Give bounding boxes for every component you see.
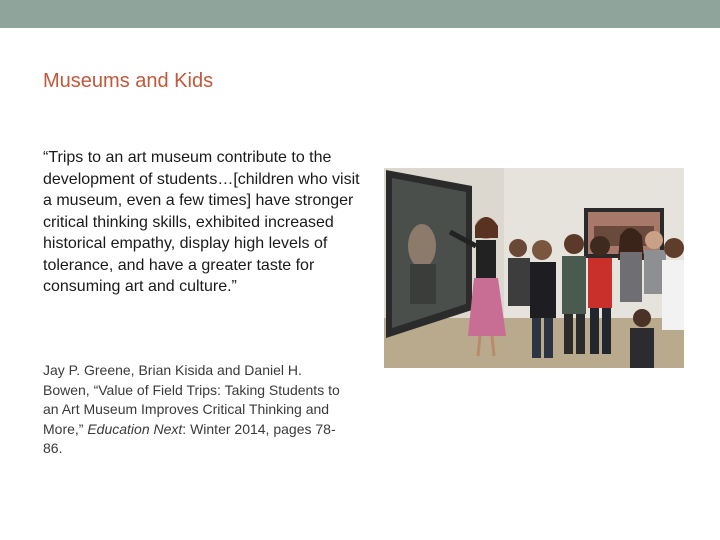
top-accent-bar	[0, 0, 720, 28]
slide-title: Museums and Kids	[43, 70, 214, 92]
citation	[43, 361, 348, 459]
citation-details: : Winter 2014, pages 78-86.	[43, 420, 336, 457]
citation-authors: Jay P. Greene, Brian Kisida and Daniel H. Bowen, “Value of Field Trips: Taking Students to an Art Museum Improves Critical Thinking and More,”	[43, 362, 340, 437]
museum-photo	[384, 168, 684, 368]
citation-journal: Education Next	[87, 420, 183, 437]
quote-text: “Trips to an art museum contribute to the development of students…[children who visit a museum, even a few times] have stronger critical thinking skills, exhibited increased historical empathy, display high levels of tolerance, and have a greater taste for consuming art and culture.”	[43, 149, 360, 295]
